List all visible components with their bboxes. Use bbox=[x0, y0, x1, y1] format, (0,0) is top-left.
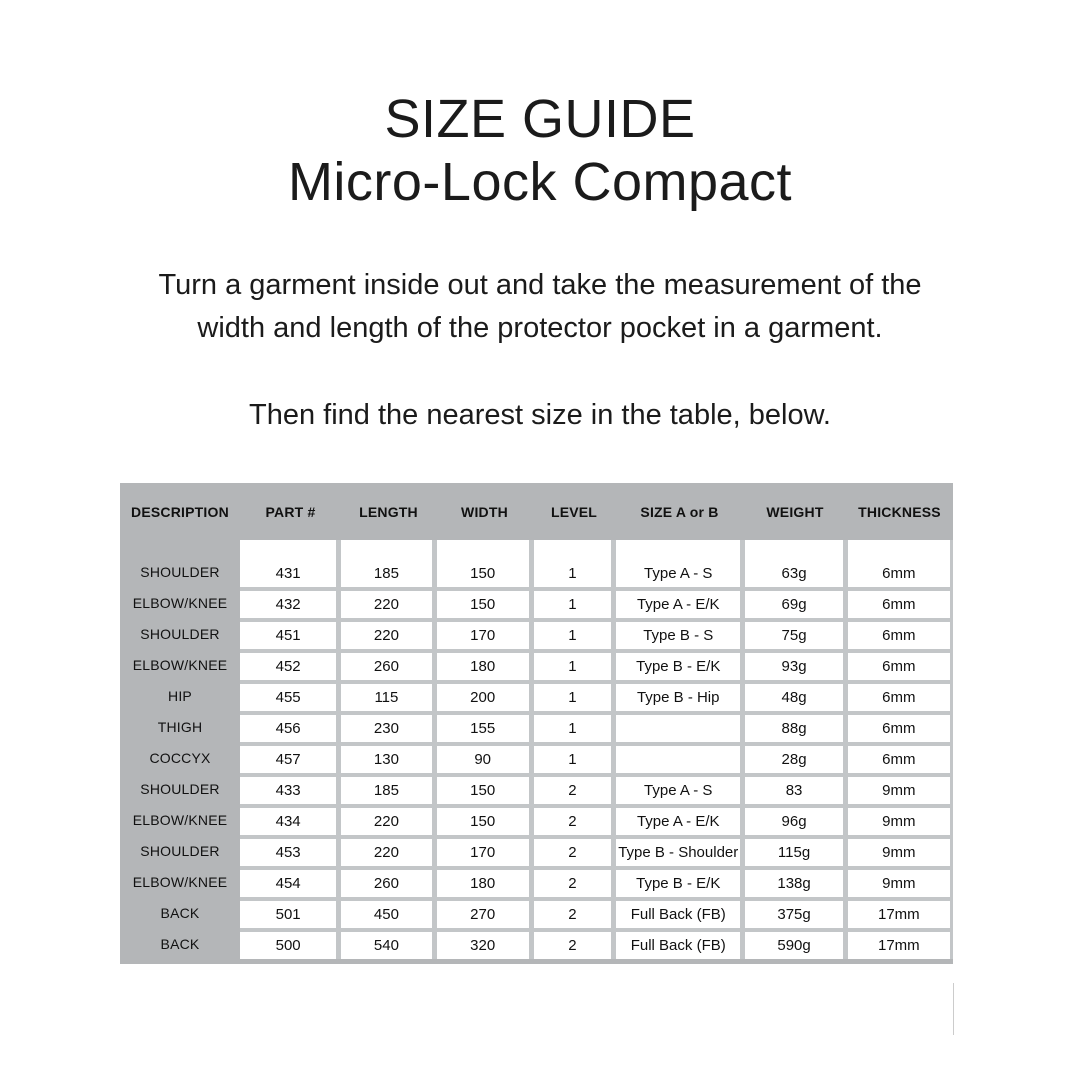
table-cell: 9mm bbox=[848, 870, 950, 897]
table-cell: 2 bbox=[534, 839, 611, 866]
table-cell: Type B - E/K bbox=[616, 653, 740, 680]
table-cell: Type A - E/K bbox=[616, 808, 740, 835]
table-cell: Full Back (FB) bbox=[616, 901, 740, 928]
table-cell bbox=[616, 715, 740, 742]
table-cell: 150 bbox=[437, 777, 529, 804]
table-cell: 150 bbox=[437, 808, 529, 835]
column-header-part-number: PART # bbox=[265, 503, 316, 520]
table-cell: 170 bbox=[437, 839, 529, 866]
table-cell: Type B - E/K bbox=[616, 870, 740, 897]
table-cell: Type A - S bbox=[616, 777, 740, 804]
table-cell: 1 bbox=[534, 684, 611, 711]
table-cell: 1 bbox=[534, 653, 611, 680]
column-header-size-a-or-b: SIZE A or B bbox=[640, 503, 719, 520]
table-cell: 2 bbox=[534, 901, 611, 928]
table-cell: 431 bbox=[240, 540, 336, 587]
table-cell: 220 bbox=[341, 839, 431, 866]
table-cell: 69g bbox=[745, 591, 842, 618]
table-cell: 2 bbox=[534, 808, 611, 835]
row-description: ELBOW/KNEE bbox=[132, 873, 228, 890]
table-cell: 433 bbox=[240, 777, 336, 804]
table-cell: 88g bbox=[745, 715, 842, 742]
table-cell: 138g bbox=[745, 870, 842, 897]
table-cell: 220 bbox=[341, 591, 431, 618]
table-cell: 6mm bbox=[848, 540, 950, 587]
table-cell: 452 bbox=[240, 653, 336, 680]
instructions-line2: width and length of the protector pocket in a garment. bbox=[197, 312, 883, 344]
table-cell: 456 bbox=[240, 715, 336, 742]
cells-grid bbox=[240, 540, 953, 959]
column-header-thickness: THICKNESS bbox=[858, 503, 941, 520]
table-cell: 9mm bbox=[848, 839, 950, 866]
table-cell: 17mm bbox=[848, 901, 950, 928]
row-description: HIP bbox=[168, 687, 192, 704]
table-cell: 6mm bbox=[848, 746, 950, 773]
table-cell: 375g bbox=[745, 901, 842, 928]
table-cell: 1 bbox=[534, 622, 611, 649]
table-cell: 1 bbox=[534, 540, 611, 587]
table-cell: 454 bbox=[240, 870, 336, 897]
table-header-row bbox=[120, 483, 953, 540]
table-cell: 130 bbox=[341, 746, 431, 773]
table-cell: 260 bbox=[341, 653, 431, 680]
table-cell: 260 bbox=[341, 870, 431, 897]
table-cell: 48g bbox=[745, 684, 842, 711]
table-body bbox=[120, 540, 953, 959]
table-cell: 590g bbox=[745, 932, 842, 959]
table-cell: 320 bbox=[437, 932, 529, 959]
table-cell: 270 bbox=[437, 901, 529, 928]
instructions-paragraph-2 bbox=[0, 394, 1080, 437]
table-cell: 1 bbox=[534, 591, 611, 618]
table-cell: 220 bbox=[341, 622, 431, 649]
table-cell: 540 bbox=[341, 932, 431, 959]
column-header-length: LENGTH bbox=[359, 503, 418, 520]
table-cell: Type A - S bbox=[616, 540, 740, 587]
table-cell: 6mm bbox=[848, 622, 950, 649]
table-cell: 75g bbox=[745, 622, 842, 649]
table-cell: 185 bbox=[341, 540, 431, 587]
row-description: SHOULDER bbox=[140, 564, 220, 580]
table-cell: Type B - Shoulder bbox=[616, 839, 740, 866]
table-cell: 180 bbox=[437, 870, 529, 897]
table-cell: 28g bbox=[745, 746, 842, 773]
column-header-level: LEVEL bbox=[550, 503, 598, 520]
page-edge-line bbox=[953, 983, 954, 1035]
size-table bbox=[120, 483, 953, 964]
row-description: ELBOW/KNEE bbox=[132, 594, 228, 611]
table-cell: 6mm bbox=[848, 653, 950, 680]
table-cell: 185 bbox=[341, 777, 431, 804]
table-cell: 150 bbox=[437, 540, 529, 587]
page-title-line2: Micro-Lock Compact bbox=[287, 152, 793, 212]
table-cell: 6mm bbox=[848, 591, 950, 618]
row-description: COCCYX bbox=[149, 749, 211, 766]
table-cell: 453 bbox=[240, 839, 336, 866]
table-cell: Type B - S bbox=[616, 622, 740, 649]
table-cell: 155 bbox=[437, 715, 529, 742]
table-cell: 450 bbox=[341, 901, 431, 928]
page-title-line1: SIZE GUIDE bbox=[384, 89, 696, 149]
row-description: THIGH bbox=[157, 718, 203, 735]
table-cell: 2 bbox=[534, 870, 611, 897]
row-description: BACK bbox=[160, 935, 200, 952]
column-header-width: WIDTH bbox=[461, 503, 508, 520]
table-cell bbox=[616, 746, 740, 773]
table-cell: 83 bbox=[745, 777, 842, 804]
page-title bbox=[0, 88, 1080, 214]
instructions-paragraph-1 bbox=[0, 264, 1080, 350]
row-description: SHOULDER bbox=[140, 842, 220, 859]
row-description: BACK bbox=[160, 904, 200, 921]
table-cell: 200 bbox=[437, 684, 529, 711]
column-header-weight: WEIGHT bbox=[766, 503, 824, 520]
table-cell: 9mm bbox=[848, 808, 950, 835]
table-cell: Type B - Hip bbox=[616, 684, 740, 711]
table-cell: Type A - E/K bbox=[616, 591, 740, 618]
table-cell: 90 bbox=[437, 746, 529, 773]
table-cell: 2 bbox=[534, 932, 611, 959]
table-cell: 1 bbox=[534, 715, 611, 742]
table-cell: 115g bbox=[745, 839, 842, 866]
row-description: ELBOW/KNEE bbox=[132, 656, 228, 673]
table-cell: 9mm bbox=[848, 777, 950, 804]
table-cell: 6mm bbox=[848, 715, 950, 742]
table-cell: 150 bbox=[437, 591, 529, 618]
table-cell: 1 bbox=[534, 746, 611, 773]
row-description: SHOULDER bbox=[140, 780, 220, 797]
table-cell: 220 bbox=[341, 808, 431, 835]
table-cell: 434 bbox=[240, 808, 336, 835]
table-cell: Full Back (FB) bbox=[616, 932, 740, 959]
instructions-line1: Turn a garment inside out and take the measurement of the bbox=[158, 269, 922, 301]
table-cell: 501 bbox=[240, 901, 336, 928]
table-cell: 6mm bbox=[848, 684, 950, 711]
table-cell: 457 bbox=[240, 746, 336, 773]
instructions-line3: Then find the nearest size in the table, below. bbox=[249, 399, 831, 431]
table-cell: 93g bbox=[745, 653, 842, 680]
table-cell: 63g bbox=[745, 540, 842, 587]
column-header-description: DESCRIPTION bbox=[131, 503, 229, 520]
table-cell: 2 bbox=[534, 777, 611, 804]
table-cell: 432 bbox=[240, 591, 336, 618]
row-description: SHOULDER bbox=[140, 625, 220, 642]
table-cell: 17mm bbox=[848, 932, 950, 959]
row-description: ELBOW/KNEE bbox=[132, 811, 228, 828]
table-cell: 96g bbox=[745, 808, 842, 835]
description-column bbox=[120, 540, 240, 959]
table-cell: 451 bbox=[240, 622, 336, 649]
table-cell: 455 bbox=[240, 684, 336, 711]
table-cell: 180 bbox=[437, 653, 529, 680]
table-cell: 500 bbox=[240, 932, 336, 959]
table-cell: 230 bbox=[341, 715, 431, 742]
table-cell: 170 bbox=[437, 622, 529, 649]
table-cell: 115 bbox=[341, 684, 431, 711]
